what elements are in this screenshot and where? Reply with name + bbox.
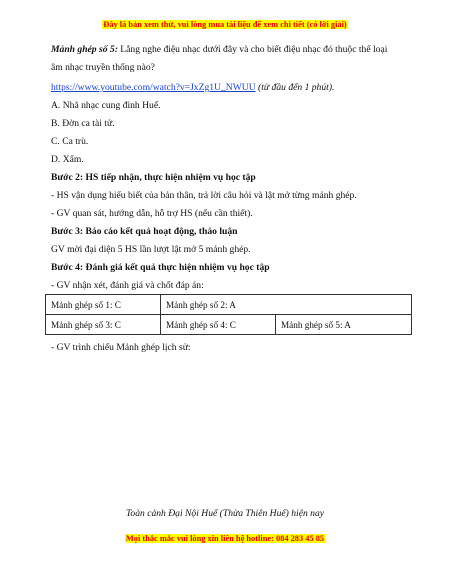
step2-item-1: - HS vận dụng hiểu biết của bản thân, trả lời câu hỏi và lật mở từng mảnh ghép. [51, 190, 357, 201]
table-row [46, 295, 412, 315]
hotline-text: Mọi thắc mắc vui lòng xin liên hệ hotline: 084 283 45 85 [125, 534, 325, 543]
question-line-1 [51, 44, 387, 56]
option-c: C. Ca trù. [51, 136, 89, 147]
question-label: Mảnh ghép số 5: [51, 44, 118, 55]
step3-heading: Bước 3: Báo cáo kết quả hoạt động, thảo luận [51, 226, 238, 237]
after-table-text: - GV trình chiếu Mảnh ghép lịch sử: [51, 342, 191, 353]
step4-heading: Bước 4: Đánh giá kết quả thực hiện nhiệm vụ học tập [51, 262, 270, 273]
option-b: B. Đờn ca tài tử. [51, 118, 115, 129]
table-cell: Mảnh ghép số 1: C [46, 295, 161, 315]
youtube-link[interactable]: https://www.youtube.com/watch?v=JxZg1U_NWUU [51, 82, 256, 93]
table-cell: Mảnh ghép số 4: C [161, 315, 276, 335]
step4-text: - GV nhận xét, đánh giá và chốt đáp án: [51, 280, 204, 291]
table-cell: Mảnh ghép số 2: A [161, 295, 412, 315]
preview-banner [0, 19, 450, 30]
link-line [51, 82, 334, 94]
table-row [46, 315, 412, 335]
step3-text: GV mời đại diện 5 HS lần lượt lật mở 5 mảnh ghép. [51, 244, 251, 255]
question-line-2: âm nhạc truyền thống nào? [51, 62, 155, 73]
link-note: (từ đầu đến 1 phút). [255, 82, 335, 93]
hotline-footer [0, 534, 450, 543]
answer-table [45, 294, 412, 335]
option-d: D. Xẩm. [51, 154, 84, 165]
table-cell: Mảnh ghép số 3: C [46, 315, 161, 335]
preview-banner-text: Đây là bản xem thử, vui lòng mua tài liệu để xem chi tiết (có lời giải) [103, 20, 347, 29]
step2-heading: Bước 2: HS tiếp nhận, thực hiện nhiệm vụ học tập [51, 172, 256, 183]
option-a: A. Nhã nhạc cung đình Huế. [51, 100, 161, 111]
question-text-1: Lắng nghe điệu nhạc dưới đây và cho biết điệu nhạc đó thuộc thể loại [117, 44, 388, 55]
image-caption: Toàn cảnh Đại Nội Huế (Thừa Thiên Huế) hiện nay [125, 508, 325, 519]
step2-item-2: - GV quan sát, hướng dẫn, hỗ trợ HS (nếu cần thiết). [51, 208, 253, 219]
table-cell: Mảnh ghép số 5: A [276, 315, 412, 335]
